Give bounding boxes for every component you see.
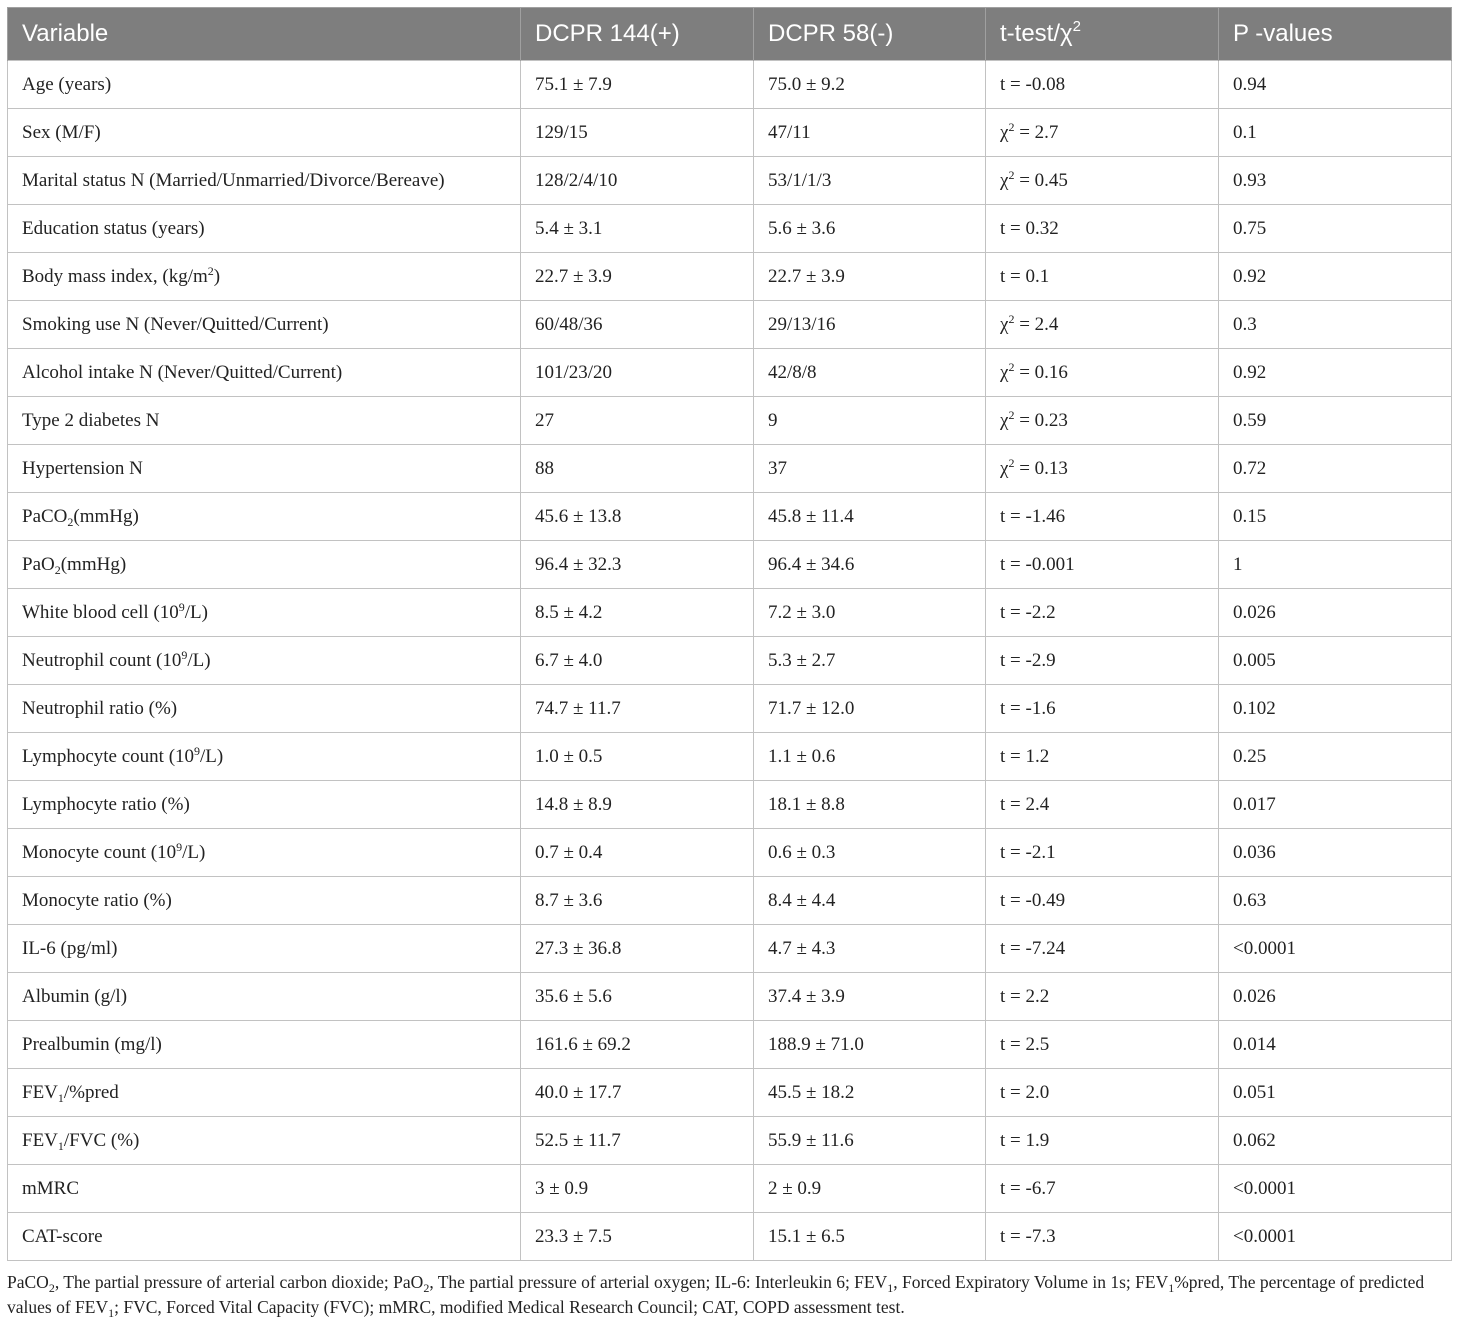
cell-dcpr-negative: 37.4 ± 3.9 [754,973,986,1021]
cell-variable [8,61,521,109]
test-superscript: 2 [1008,455,1015,470]
cell-dcpr-positive: 96.4 ± 32.3 [521,541,754,589]
cell-p-value: 0.25 [1219,733,1452,781]
table-row [8,925,1452,973]
baseline-characteristics-table [7,7,1452,1261]
test-text: t = -1.6 [1000,697,1056,719]
cell-test-statistic [986,877,1219,925]
cell-p-value: 0.92 [1219,253,1452,301]
cell-test-statistic [986,685,1219,733]
variable-text: Prealbumin (mg/l) [22,1033,162,1055]
cell-test-statistic [986,61,1219,109]
cell-dcpr-negative: 8.4 ± 4.4 [754,877,986,925]
test-text: = 0.23 [1014,409,1068,431]
test-text: χ [1000,121,1009,143]
test-superscript: 2 [1008,311,1015,326]
variable-text: Neutrophil count (10 [22,649,182,671]
test-text: t = -0.08 [1000,73,1066,95]
variable-subscript: 1 [57,1090,64,1105]
cell-variable [8,1021,521,1069]
variable-text: Age (years) [22,73,112,95]
cell-p-value: 0.017 [1219,781,1452,829]
footnote-text: PaCO [7,1272,49,1292]
cell-dcpr-negative: 18.1 ± 8.8 [754,781,986,829]
cell-dcpr-positive: 6.7 ± 4.0 [521,637,754,685]
test-text: = 2.4 [1014,313,1059,335]
footnote-text: ; FVC, Forced Vital Capacity (FVC); mMRC, modified Medical Research Council; CAT, COPD assessment test. [114,1297,905,1317]
test-text: t = 1.2 [1000,745,1050,767]
cell-dcpr-positive: 0.7 ± 0.4 [521,829,754,877]
cell-test-statistic [986,157,1219,205]
cell-test-statistic [986,493,1219,541]
footnote-text: , The partial pressure of arterial carbon dioxide; PaO [54,1272,424,1292]
header-dcpr-positive: DCPR 144(+) [521,8,754,61]
test-superscript: 2 [1008,119,1015,134]
table-row [8,397,1452,445]
cell-dcpr-positive: 27.3 ± 36.8 [521,925,754,973]
variable-text: Marital status N (Married/Unmarried/Divorce/Bereave) [22,169,445,191]
test-superscript: 2 [1008,167,1015,182]
cell-p-value: 0.63 [1219,877,1452,925]
variable-text: (mmHg) [60,553,127,575]
table-footnote [7,1270,1453,1320]
cell-dcpr-negative: 1.1 ± 0.6 [754,733,986,781]
cell-dcpr-negative: 7.2 ± 3.0 [754,589,986,637]
cell-test-statistic [986,109,1219,157]
table-row [8,1165,1452,1213]
test-text: t = 2.5 [1000,1033,1050,1055]
variable-text: Albumin (g/l) [22,985,128,1007]
variable-text: Monocyte count (10 [22,841,177,863]
cell-p-value: 1 [1219,541,1452,589]
cell-dcpr-positive: 3 ± 0.9 [521,1165,754,1213]
cell-test-statistic [986,1021,1219,1069]
cell-dcpr-negative: 47/11 [754,109,986,157]
test-text: χ [1000,361,1009,383]
cell-variable [8,877,521,925]
variable-supscript: 9 [178,599,185,614]
table-row [8,781,1452,829]
variable-text: Monocyte ratio (%) [22,889,172,911]
test-text: χ [1000,409,1009,431]
header-dcpr-negative: DCPR 58(-) [754,8,986,61]
cell-test-statistic [986,1213,1219,1261]
cell-p-value: 0.026 [1219,973,1452,1021]
table-row [8,973,1452,1021]
cell-dcpr-positive: 1.0 ± 0.5 [521,733,754,781]
test-text: t = 1.9 [1000,1129,1050,1151]
cell-dcpr-negative: 2 ± 0.9 [754,1165,986,1213]
table-row [8,829,1452,877]
variable-text: Body mass index, (kg/m [22,265,208,287]
variable-text: /L) [187,649,211,671]
cell-variable [8,397,521,445]
table-row [8,157,1452,205]
test-text: χ [1000,169,1009,191]
cell-p-value: 0.102 [1219,685,1452,733]
variable-supscript: 9 [194,743,201,758]
cell-test-statistic [986,589,1219,637]
variable-text: White blood cell (10 [22,601,179,623]
test-text: t = -6.7 [1000,1177,1056,1199]
cell-test-statistic [986,205,1219,253]
variable-text: Alcohol intake N (Never/Quitted/Current) [22,361,343,383]
cell-p-value: 0.3 [1219,301,1452,349]
cell-dcpr-positive: 101/23/20 [521,349,754,397]
cell-test-statistic [986,973,1219,1021]
variable-text: FEV [22,1081,58,1103]
variable-text: /L) [184,601,208,623]
variable-supscript: 2 [207,263,214,278]
variable-text: PaO [22,553,55,575]
test-text: χ [1000,457,1009,479]
cell-variable [8,1117,521,1165]
test-superscript: 2 [1008,407,1015,422]
cell-dcpr-negative: 75.0 ± 9.2 [754,61,986,109]
cell-dcpr-negative: 5.3 ± 2.7 [754,637,986,685]
cell-dcpr-negative: 15.1 ± 6.5 [754,1213,986,1261]
cell-dcpr-negative: 188.9 ± 71.0 [754,1021,986,1069]
test-text: t = 2.0 [1000,1081,1050,1103]
test-text: t = -0.49 [1000,889,1066,911]
cell-variable [8,925,521,973]
cell-dcpr-positive: 161.6 ± 69.2 [521,1021,754,1069]
cell-dcpr-negative: 22.7 ± 3.9 [754,253,986,301]
cell-dcpr-positive: 129/15 [521,109,754,157]
cell-p-value: 0.94 [1219,61,1452,109]
cell-p-value: 0.59 [1219,397,1452,445]
variable-text: Lymphocyte count (10 [22,745,195,767]
test-text: = 0.13 [1014,457,1068,479]
cell-p-value: 0.15 [1219,493,1452,541]
variable-text: Education status (years) [22,217,205,239]
table-row [8,493,1452,541]
variable-text: Lymphocyte ratio (%) [22,793,190,815]
cell-p-value: 0.92 [1219,349,1452,397]
variable-subscript: 1 [57,1138,64,1153]
cell-dcpr-positive: 35.6 ± 5.6 [521,973,754,1021]
variable-text: mMRC [22,1177,80,1199]
footnote-text: , The partial pressure of arterial oxygen; IL-6: Interleukin 6; FEV [429,1272,888,1292]
cell-p-value: 0.036 [1219,829,1452,877]
cell-dcpr-positive: 88 [521,445,754,493]
variable-text: /L) [182,841,206,863]
variable-supscript: 9 [176,839,183,854]
cell-dcpr-positive: 75.1 ± 7.9 [521,61,754,109]
cell-p-value: <0.0001 [1219,1213,1452,1261]
cell-dcpr-positive: 23.3 ± 7.5 [521,1213,754,1261]
cell-dcpr-positive: 52.5 ± 11.7 [521,1117,754,1165]
header-test-statistic [986,8,1219,61]
cell-dcpr-positive: 5.4 ± 3.1 [521,205,754,253]
footnote-subscript: 1 [1168,1281,1175,1295]
table-row [8,733,1452,781]
variable-text: ) [213,265,221,287]
cell-p-value: 0.026 [1219,589,1452,637]
cell-test-statistic [986,349,1219,397]
variable-text: Neutrophil ratio (%) [22,697,178,719]
footnote-subscript: 1 [108,1306,115,1320]
cell-variable [8,157,521,205]
variable-text: Smoking use N (Never/Quitted/Current) [22,313,329,335]
cell-dcpr-negative: 45.5 ± 18.2 [754,1069,986,1117]
cell-variable [8,541,521,589]
cell-dcpr-positive: 8.5 ± 4.2 [521,589,754,637]
cell-dcpr-positive: 27 [521,397,754,445]
cell-dcpr-negative: 9 [754,397,986,445]
variable-text: Type 2 diabetes N [22,409,160,431]
test-text: t = -0.001 [1000,553,1075,575]
cell-test-statistic [986,541,1219,589]
cell-dcpr-negative: 29/13/16 [754,301,986,349]
table-row [8,109,1452,157]
variable-text: PaCO [22,505,68,527]
table-row [8,1213,1452,1261]
variable-text: FEV [22,1129,58,1151]
cell-dcpr-negative: 71.7 ± 12.0 [754,685,986,733]
test-text: t = -7.3 [1000,1225,1056,1247]
cell-variable [8,301,521,349]
cell-variable [8,1069,521,1117]
cell-variable [8,589,521,637]
variable-text: /FVC (%) [63,1129,140,1151]
cell-dcpr-negative: 5.6 ± 3.6 [754,205,986,253]
test-text: t = 2.2 [1000,985,1050,1007]
variable-text: (mmHg) [73,505,139,527]
cell-dcpr-negative: 42/8/8 [754,349,986,397]
cell-test-statistic [986,637,1219,685]
cell-dcpr-positive: 128/2/4/10 [521,157,754,205]
cell-p-value: <0.0001 [1219,1165,1452,1213]
cell-test-statistic [986,253,1219,301]
footnote-subscript: 2 [423,1281,430,1295]
cell-p-value: 0.72 [1219,445,1452,493]
table-row [8,1117,1452,1165]
header-test-label: t-test/χ [1000,20,1073,47]
test-text: t = 0.32 [1000,217,1059,239]
cell-test-statistic [986,925,1219,973]
cell-test-statistic [986,397,1219,445]
test-text: = 0.45 [1014,169,1068,191]
test-superscript: 2 [1008,359,1015,374]
header-test-superscript: 2 [1072,18,1081,35]
cell-test-statistic [986,781,1219,829]
test-text: χ [1000,313,1009,335]
cell-p-value: 0.1 [1219,109,1452,157]
cell-variable [8,1165,521,1213]
cell-dcpr-negative: 55.9 ± 11.6 [754,1117,986,1165]
test-text: = 0.16 [1014,361,1068,383]
cell-variable [8,973,521,1021]
cell-variable [8,109,521,157]
cell-test-statistic [986,445,1219,493]
variable-subscript: 2 [54,562,61,577]
variable-text: Sex (M/F) [22,121,101,143]
variable-text: CAT-score [22,1225,103,1247]
cell-dcpr-negative: 4.7 ± 4.3 [754,925,986,973]
test-text: t = -1.46 [1000,505,1066,527]
cell-variable [8,1213,521,1261]
test-text: t = 0.1 [1000,265,1050,287]
cell-variable [8,205,521,253]
footnote-text: , Forced Expiratory Volume in 1s; FEV [893,1272,1169,1292]
footnote-text: %pred, The percentage of predicted values of FEV [7,1272,1425,1317]
cell-test-statistic [986,1069,1219,1117]
cell-test-statistic [986,301,1219,349]
cell-dcpr-negative: 45.8 ± 11.4 [754,493,986,541]
variable-supscript: 9 [181,647,188,662]
cell-test-statistic [986,1165,1219,1213]
cell-dcpr-negative: 0.6 ± 0.3 [754,829,986,877]
cell-p-value: 0.93 [1219,157,1452,205]
footnote-subscript: 2 [48,1281,55,1295]
cell-variable [8,253,521,301]
table-row [8,445,1452,493]
test-text: t = -7.24 [1000,937,1066,959]
header-variable: Variable [8,8,521,61]
cell-dcpr-positive: 45.6 ± 13.8 [521,493,754,541]
cell-test-statistic [986,733,1219,781]
cell-dcpr-positive: 8.7 ± 3.6 [521,877,754,925]
cell-p-value: 0.75 [1219,205,1452,253]
cell-p-value: 0.014 [1219,1021,1452,1069]
cell-p-value: 0.005 [1219,637,1452,685]
header-p-values: P -values [1219,8,1452,61]
cell-variable [8,685,521,733]
cell-variable [8,349,521,397]
table-header-row [8,8,1452,61]
cell-p-value: <0.0001 [1219,925,1452,973]
table-row [8,1021,1452,1069]
test-text: t = -2.2 [1000,601,1056,623]
cell-variable [8,637,521,685]
variable-text: /L) [200,745,224,767]
variable-text: Hypertension N [22,457,143,479]
cell-variable [8,445,521,493]
table-row [8,877,1452,925]
table-row [8,637,1452,685]
cell-dcpr-negative: 37 [754,445,986,493]
table-row [8,205,1452,253]
table-row [8,349,1452,397]
footnote-subscript: 1 [887,1281,894,1295]
table-row [8,1069,1452,1117]
cell-dcpr-positive: 40.0 ± 17.7 [521,1069,754,1117]
table-row [8,253,1452,301]
cell-dcpr-negative: 53/1/1/3 [754,157,986,205]
table-row [8,685,1452,733]
test-text: t = -2.9 [1000,649,1056,671]
test-text: t = 2.4 [1000,793,1050,815]
cell-test-statistic [986,829,1219,877]
cell-dcpr-positive: 60/48/36 [521,301,754,349]
cell-variable [8,781,521,829]
results-table-container [7,7,1451,1261]
cell-variable [8,493,521,541]
table-row [8,61,1452,109]
test-text: = 2.7 [1014,121,1059,143]
table-body [8,61,1452,1261]
cell-dcpr-positive: 74.7 ± 11.7 [521,685,754,733]
variable-subscript: 2 [67,514,74,529]
cell-dcpr-negative: 96.4 ± 34.6 [754,541,986,589]
table-row [8,541,1452,589]
cell-variable [8,733,521,781]
cell-p-value: 0.051 [1219,1069,1452,1117]
cell-variable [8,829,521,877]
variable-text: IL-6 (pg/ml) [22,937,118,959]
table-row [8,301,1452,349]
cell-p-value: 0.062 [1219,1117,1452,1165]
test-text: t = -2.1 [1000,841,1056,863]
cell-test-statistic [986,1117,1219,1165]
cell-dcpr-positive: 22.7 ± 3.9 [521,253,754,301]
table-row [8,589,1452,637]
variable-text: /%pred [63,1081,119,1103]
cell-dcpr-positive: 14.8 ± 8.9 [521,781,754,829]
